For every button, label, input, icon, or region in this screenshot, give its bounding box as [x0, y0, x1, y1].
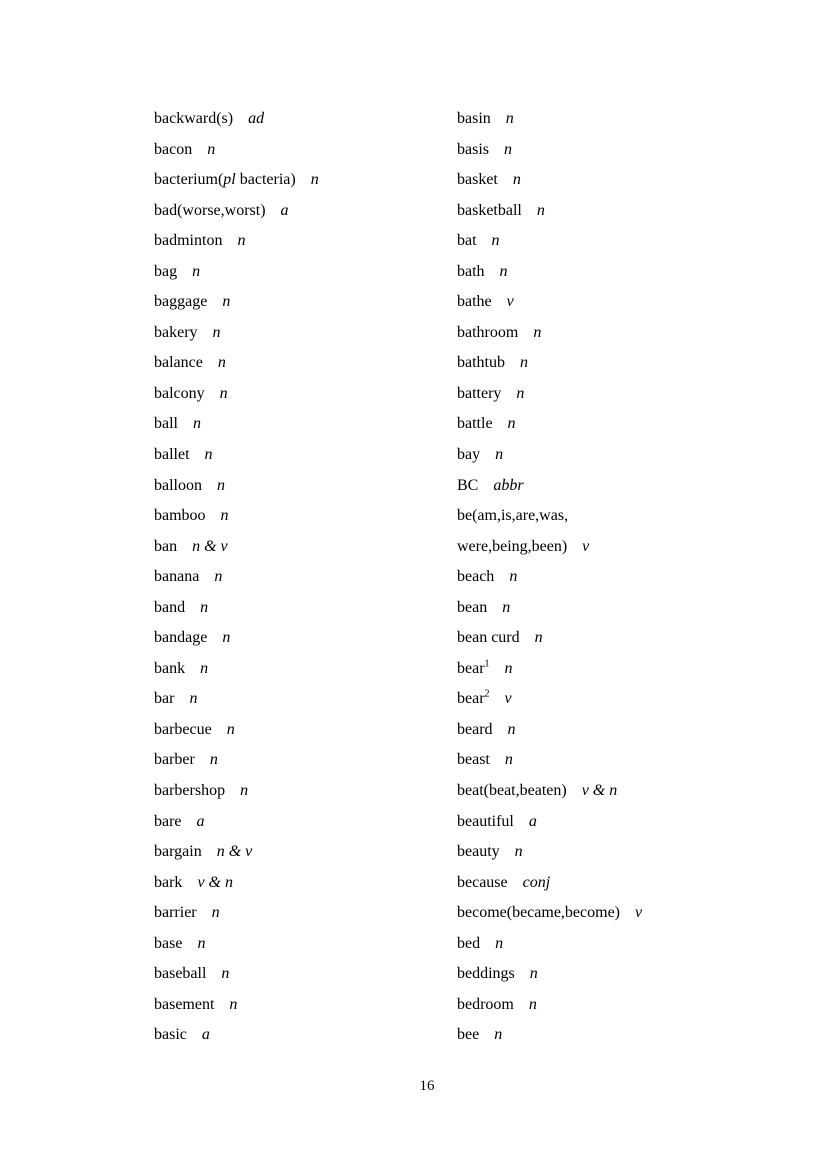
entry-word: basic — [154, 1026, 187, 1044]
word-entry — [457, 654, 642, 685]
entry-word: beast — [457, 751, 490, 769]
entry-pos: n — [211, 904, 220, 922]
word-entry — [154, 593, 319, 624]
entry-pos: a — [201, 1026, 210, 1044]
entry-pos: n & v — [192, 537, 228, 555]
entry-pos: n — [507, 720, 516, 738]
entry-word: bare — [154, 812, 182, 830]
entry-word: bakery — [154, 323, 198, 341]
entry-word: bear$^1$ — [457, 658, 490, 677]
entry-pos: n — [219, 384, 228, 402]
entry-word: baggage — [154, 293, 208, 311]
word-list-column-right — [457, 104, 642, 1051]
entry-word: ban — [154, 537, 178, 555]
entry-word: beat(beat,beaten) — [457, 782, 567, 800]
entry-pos: n — [534, 629, 543, 647]
entry-word: barbershop — [154, 782, 226, 800]
entry-pos: n — [193, 415, 201, 433]
word-entry — [457, 501, 642, 532]
entry-pos: n — [528, 995, 537, 1013]
entry-pos: n — [529, 965, 538, 983]
entry-word: banana — [154, 568, 200, 586]
entry-pos: n — [189, 690, 198, 708]
word-entry — [154, 196, 319, 227]
word-entry — [457, 471, 642, 502]
entry-pos: n — [209, 751, 218, 769]
word-entry — [457, 287, 642, 318]
entry-pos: n — [512, 171, 521, 189]
entry-pos: n — [533, 323, 542, 341]
entry-pos: n — [514, 843, 523, 861]
entry-pos: n — [520, 354, 528, 372]
entry-word: barrier — [154, 904, 197, 922]
entry-pos: n — [504, 140, 512, 158]
word-entry — [154, 287, 319, 318]
entry-pos: n — [240, 782, 249, 800]
word-entry — [457, 226, 642, 257]
entry-word: beautiful — [457, 812, 514, 830]
entry-pos: n — [505, 110, 514, 127]
word-entry — [457, 196, 642, 227]
entry-pos: n — [495, 446, 504, 464]
entry-word: balcony — [154, 384, 205, 402]
entry-word: ballet — [154, 446, 190, 464]
entry-pos: n — [207, 140, 216, 158]
word-entry — [154, 807, 319, 838]
word-entry — [457, 593, 642, 624]
entry-word: beauty — [457, 843, 500, 861]
word-entry — [457, 715, 642, 746]
word-entry — [154, 135, 319, 166]
entry-pos: ad — [248, 110, 265, 127]
entry-word: bandage — [154, 629, 208, 647]
word-entry — [154, 348, 319, 379]
entry-pos: conj — [522, 873, 551, 891]
word-entry — [154, 868, 319, 899]
entry-pos: n — [502, 598, 511, 616]
entry-word: basket — [457, 171, 498, 189]
word-entry — [154, 929, 319, 960]
entry-word: were,being,been) — [457, 537, 568, 555]
entry-word: beddings — [457, 965, 515, 983]
entry-word: battle — [457, 415, 493, 433]
word-entry — [154, 104, 319, 135]
entry-word: bath — [457, 262, 485, 280]
entry-pos: n — [509, 568, 518, 586]
word-entry — [154, 379, 319, 410]
entry-word: badminton — [154, 232, 223, 250]
entry-word: bad(worse,worst) — [154, 201, 266, 219]
entry-word: bed — [457, 934, 481, 952]
word-entry — [457, 623, 642, 654]
word-entry — [457, 1020, 642, 1051]
entry-pos: v — [582, 537, 590, 555]
entry-word: basin — [457, 110, 491, 127]
entry-pos: n — [217, 354, 226, 372]
word-entry — [457, 776, 642, 807]
entry-pos: v & n — [197, 873, 233, 891]
word-entry — [154, 745, 319, 776]
entry-word: backward(s) — [154, 110, 234, 127]
word-entry — [154, 898, 319, 929]
entry-word: bacon — [154, 140, 193, 158]
entry-word: bean — [457, 598, 488, 616]
entry-pos: n — [499, 262, 508, 280]
entry-pos: a — [528, 812, 537, 830]
entry-word: bank — [154, 659, 186, 677]
entry-word: bean curd — [457, 629, 520, 647]
word-entry — [457, 990, 642, 1021]
entry-word: become(became,become) — [457, 904, 621, 922]
entry-pos: n — [495, 934, 504, 952]
entry-pos: n — [217, 476, 225, 494]
word-entry — [457, 745, 642, 776]
entry-pos: n — [507, 415, 516, 433]
entry-word: balloon — [154, 476, 202, 494]
page-number: 16 — [419, 1078, 435, 1094]
entry-pos: a — [280, 201, 289, 219]
word-entry — [154, 440, 319, 471]
entry-word: because — [457, 873, 508, 891]
entry-word: bamboo — [154, 507, 206, 525]
entry-pos: n — [214, 568, 223, 586]
word-entry — [457, 562, 642, 593]
entry-pos: v — [635, 904, 643, 922]
entry-pos: v & n — [581, 782, 618, 800]
word-entry — [154, 257, 319, 288]
word-entry — [457, 898, 642, 929]
word-entry — [154, 165, 319, 196]
word-entry — [154, 623, 319, 654]
entry-word: bathe — [457, 293, 492, 311]
entry-pos: n — [221, 965, 230, 983]
word-list-column-left — [154, 104, 319, 1051]
entry-word: bacterium(pl bacteria) — [154, 171, 296, 189]
word-entry — [457, 440, 642, 471]
entry-pos: n — [494, 1026, 503, 1044]
entry-word: bat — [457, 232, 477, 250]
word-entry — [154, 715, 319, 746]
entry-word: balance — [154, 354, 203, 372]
word-entry — [457, 868, 642, 899]
entry-pos: n — [200, 659, 209, 677]
entry-pos: n — [197, 934, 206, 952]
entry-word: battery — [457, 384, 502, 402]
word-entry — [457, 165, 642, 196]
word-entry — [154, 501, 319, 532]
word-entry — [457, 837, 642, 868]
entry-pos: n — [310, 171, 319, 189]
word-entry — [457, 807, 642, 838]
entry-pos: n — [229, 995, 238, 1013]
entry-pos: n — [536, 201, 545, 219]
entry-pos: n — [504, 751, 513, 769]
word-entry — [154, 409, 319, 440]
entry-word: barber — [154, 751, 195, 769]
entry-word: be(am,is,are,was, — [457, 507, 569, 525]
word-entry — [154, 471, 319, 502]
entry-pos: v — [504, 690, 512, 708]
entry-word: bar — [154, 690, 175, 708]
word-entry — [457, 409, 642, 440]
word-entry — [154, 318, 319, 349]
word-entry — [154, 1020, 319, 1051]
word-entry — [154, 776, 319, 807]
word-entry — [457, 684, 642, 715]
entry-word: bathtub — [457, 354, 505, 372]
word-entry — [457, 104, 642, 135]
word-entry — [457, 348, 642, 379]
entry-pos: abbr — [493, 476, 524, 494]
entry-pos: n — [200, 598, 209, 616]
word-entry — [457, 379, 642, 410]
entry-word: bathroom — [457, 323, 519, 341]
entry-word: basement — [154, 995, 215, 1013]
entry-word: bear$^2$ — [457, 689, 490, 708]
entry-pos: n — [237, 232, 246, 250]
entry-pos: n — [192, 262, 201, 280]
entry-word: beach — [457, 568, 495, 586]
word-entry — [457, 135, 642, 166]
word-entry — [154, 959, 319, 990]
entry-word: base — [154, 934, 183, 952]
entry-word: beard — [457, 720, 493, 738]
word-entry — [457, 318, 642, 349]
entry-word: ball — [154, 415, 178, 433]
word-entry — [457, 929, 642, 960]
entry-pos: n — [222, 629, 231, 647]
entry-word: basis — [457, 140, 489, 158]
entry-pos: n & v — [216, 843, 253, 861]
entry-word: bay — [457, 446, 481, 464]
word-entry — [457, 257, 642, 288]
word-entry — [457, 532, 642, 563]
entry-word: barbecue — [154, 720, 212, 738]
entry-word: bag — [154, 262, 178, 280]
entry-pos: a — [196, 812, 205, 830]
entry-word: BC — [457, 476, 479, 494]
entry-word: bee — [457, 1026, 480, 1044]
entry-word: band — [154, 598, 186, 616]
entry-pos: v — [506, 293, 514, 311]
word-entry — [154, 532, 319, 563]
entry-word: bark — [154, 873, 183, 891]
word-entry — [154, 837, 319, 868]
word-entry — [154, 654, 319, 685]
entry-pos: n — [516, 384, 525, 402]
entry-pos: n — [226, 720, 235, 738]
entry-pos: n — [204, 446, 213, 464]
word-entry — [154, 562, 319, 593]
entry-word: bedroom — [457, 995, 514, 1013]
word-entry — [154, 990, 319, 1021]
entry-word: bargain — [154, 843, 202, 861]
entry-word: baseball — [154, 965, 207, 983]
entry-pos: n — [222, 293, 231, 311]
entry-pos: n — [220, 507, 229, 525]
entry-pos: n — [504, 659, 513, 677]
word-entry — [457, 959, 642, 990]
word-entry — [154, 684, 319, 715]
entry-word: basketball — [457, 201, 522, 219]
entry-pos: n — [212, 323, 221, 341]
entry-pos: n — [491, 232, 500, 250]
word-entry — [154, 226, 319, 257]
